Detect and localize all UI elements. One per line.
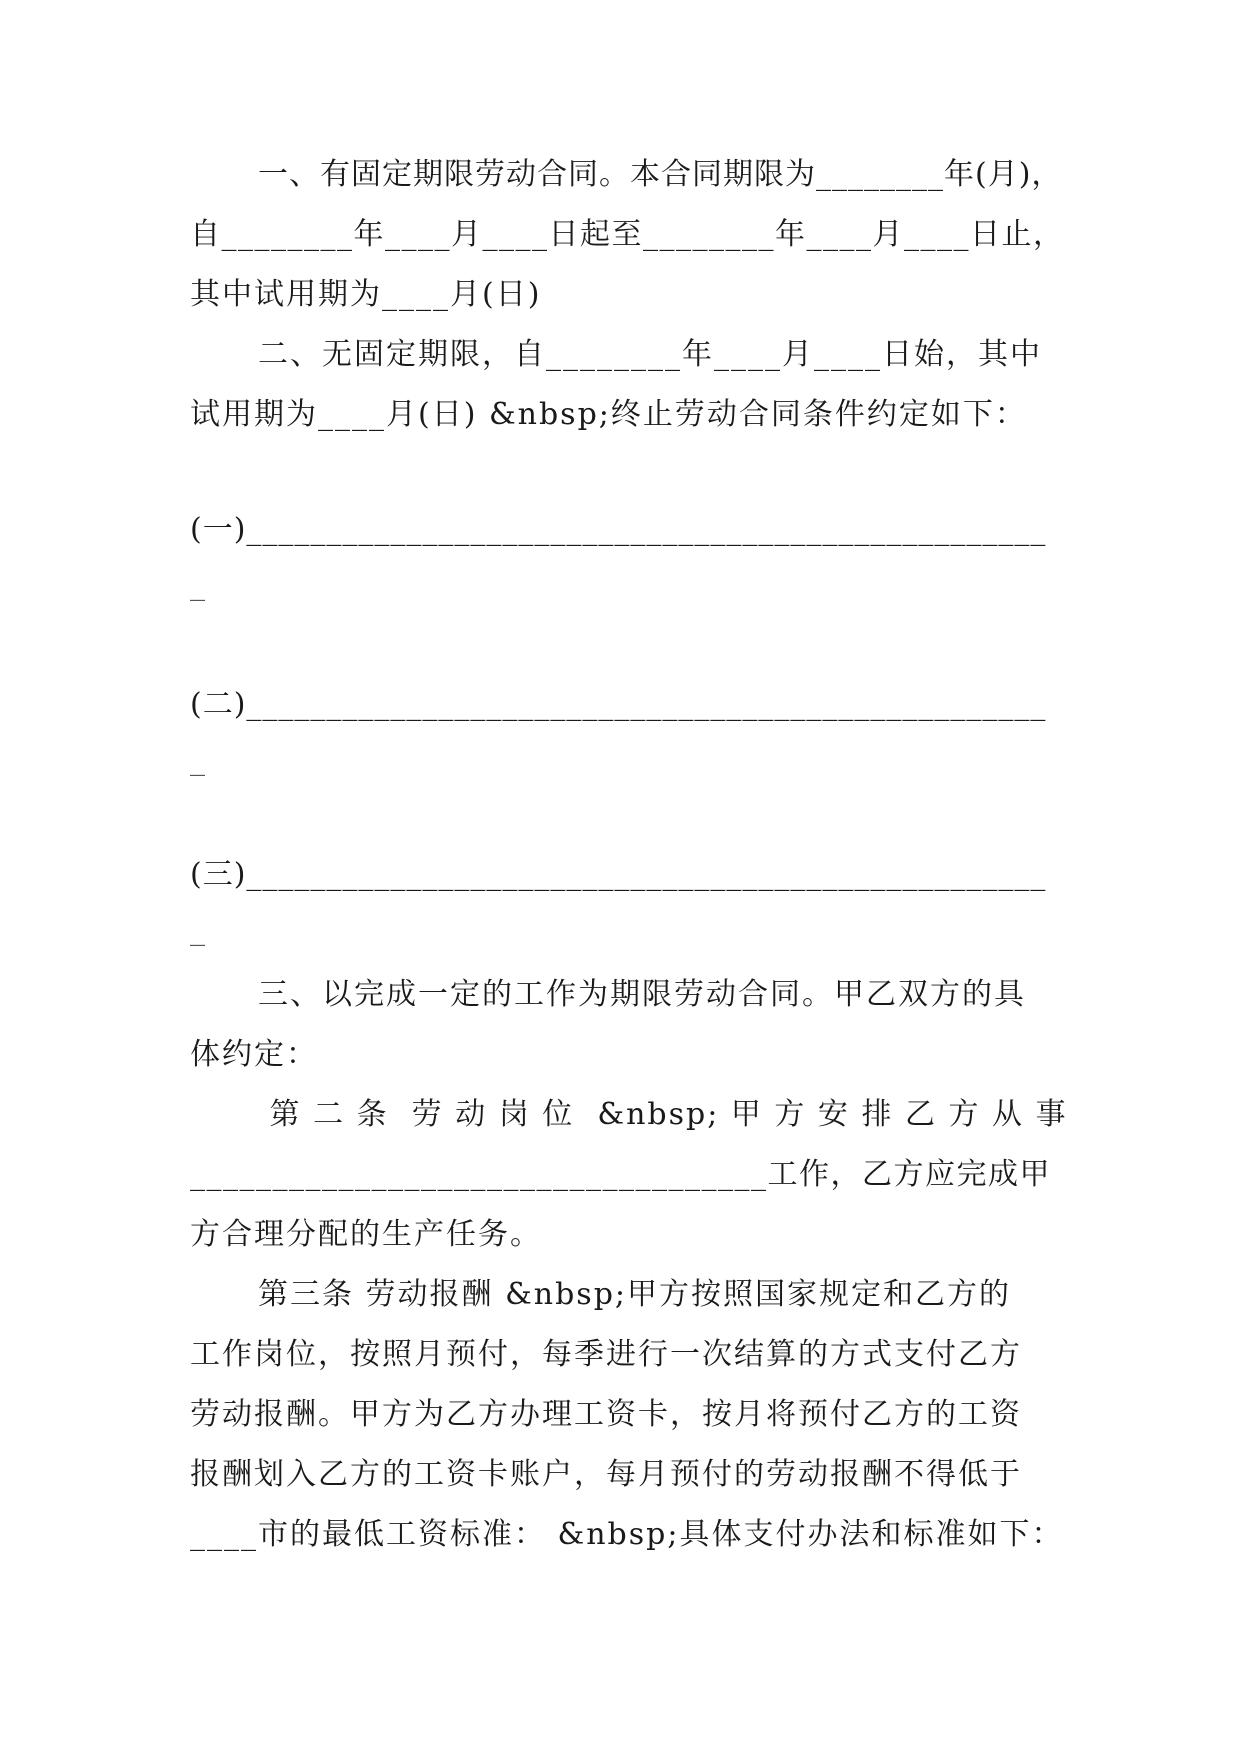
paragraph-2-line-1: 二、无固定期限，自________年____月____日始，其中 [258,337,1042,372]
article-2-line-2: ___________________________________工作，乙方应完成甲 [190,1157,1051,1192]
article-3-line-3: 劳动报酬。甲方为乙方办理工资卡，按月将预付乙方的工资 [190,1397,1022,1432]
article-2-line-3: 方合理分配的生产任务。 [190,1217,542,1252]
article-3-line-1: 第三条 劳动报酬 &nbsp;甲方按照国家规定和乙方的 [258,1277,1012,1312]
paragraph-3-line-2: 体约定： [190,1037,318,1072]
condition-item-1-continuation: _ [190,567,205,602]
article-3-line-2: 工作岗位，按照月预付，每季进行一次结算的方式支付乙方 [190,1337,1022,1372]
paragraph-1-line-2: 自________年____月____日起至________年____月____日止， [190,217,1065,252]
paragraph-3-line-1: 三、以完成一定的工作为期限劳动合同。甲乙双方的具 [258,977,1026,1012]
condition-item-3: (三)__________________________________________________ [190,857,1047,892]
article-3-line-5: ____市的最低工资标准： &nbsp;具体支付办法和标准如下： [190,1517,1064,1552]
paragraph-1-line-1: 一、有固定期限劳动合同。本合同期限为________年(月)， [258,157,1063,192]
condition-item-3-continuation: _ [190,912,205,947]
paragraph-1-line-3: 其中试用期为____月(日) [190,277,542,312]
article-2-line-1: 第 二 条 劳 动 岗 位 &nbsp; 甲 方 安 排 乙 方 从 事 [258,1097,1068,1132]
condition-item-2: (二)__________________________________________________ [190,687,1047,722]
article-3-line-4: 报酬划入乙方的工资卡账户，每月预付的劳动报酬不得低于 [190,1457,1022,1492]
paragraph-2-line-2: 试用期为____月(日) &nbsp;终止劳动合同条件约定如下： [190,397,1027,432]
condition-item-2-continuation: _ [190,742,205,777]
condition-item-1: (一)__________________________________________________ [190,512,1047,547]
